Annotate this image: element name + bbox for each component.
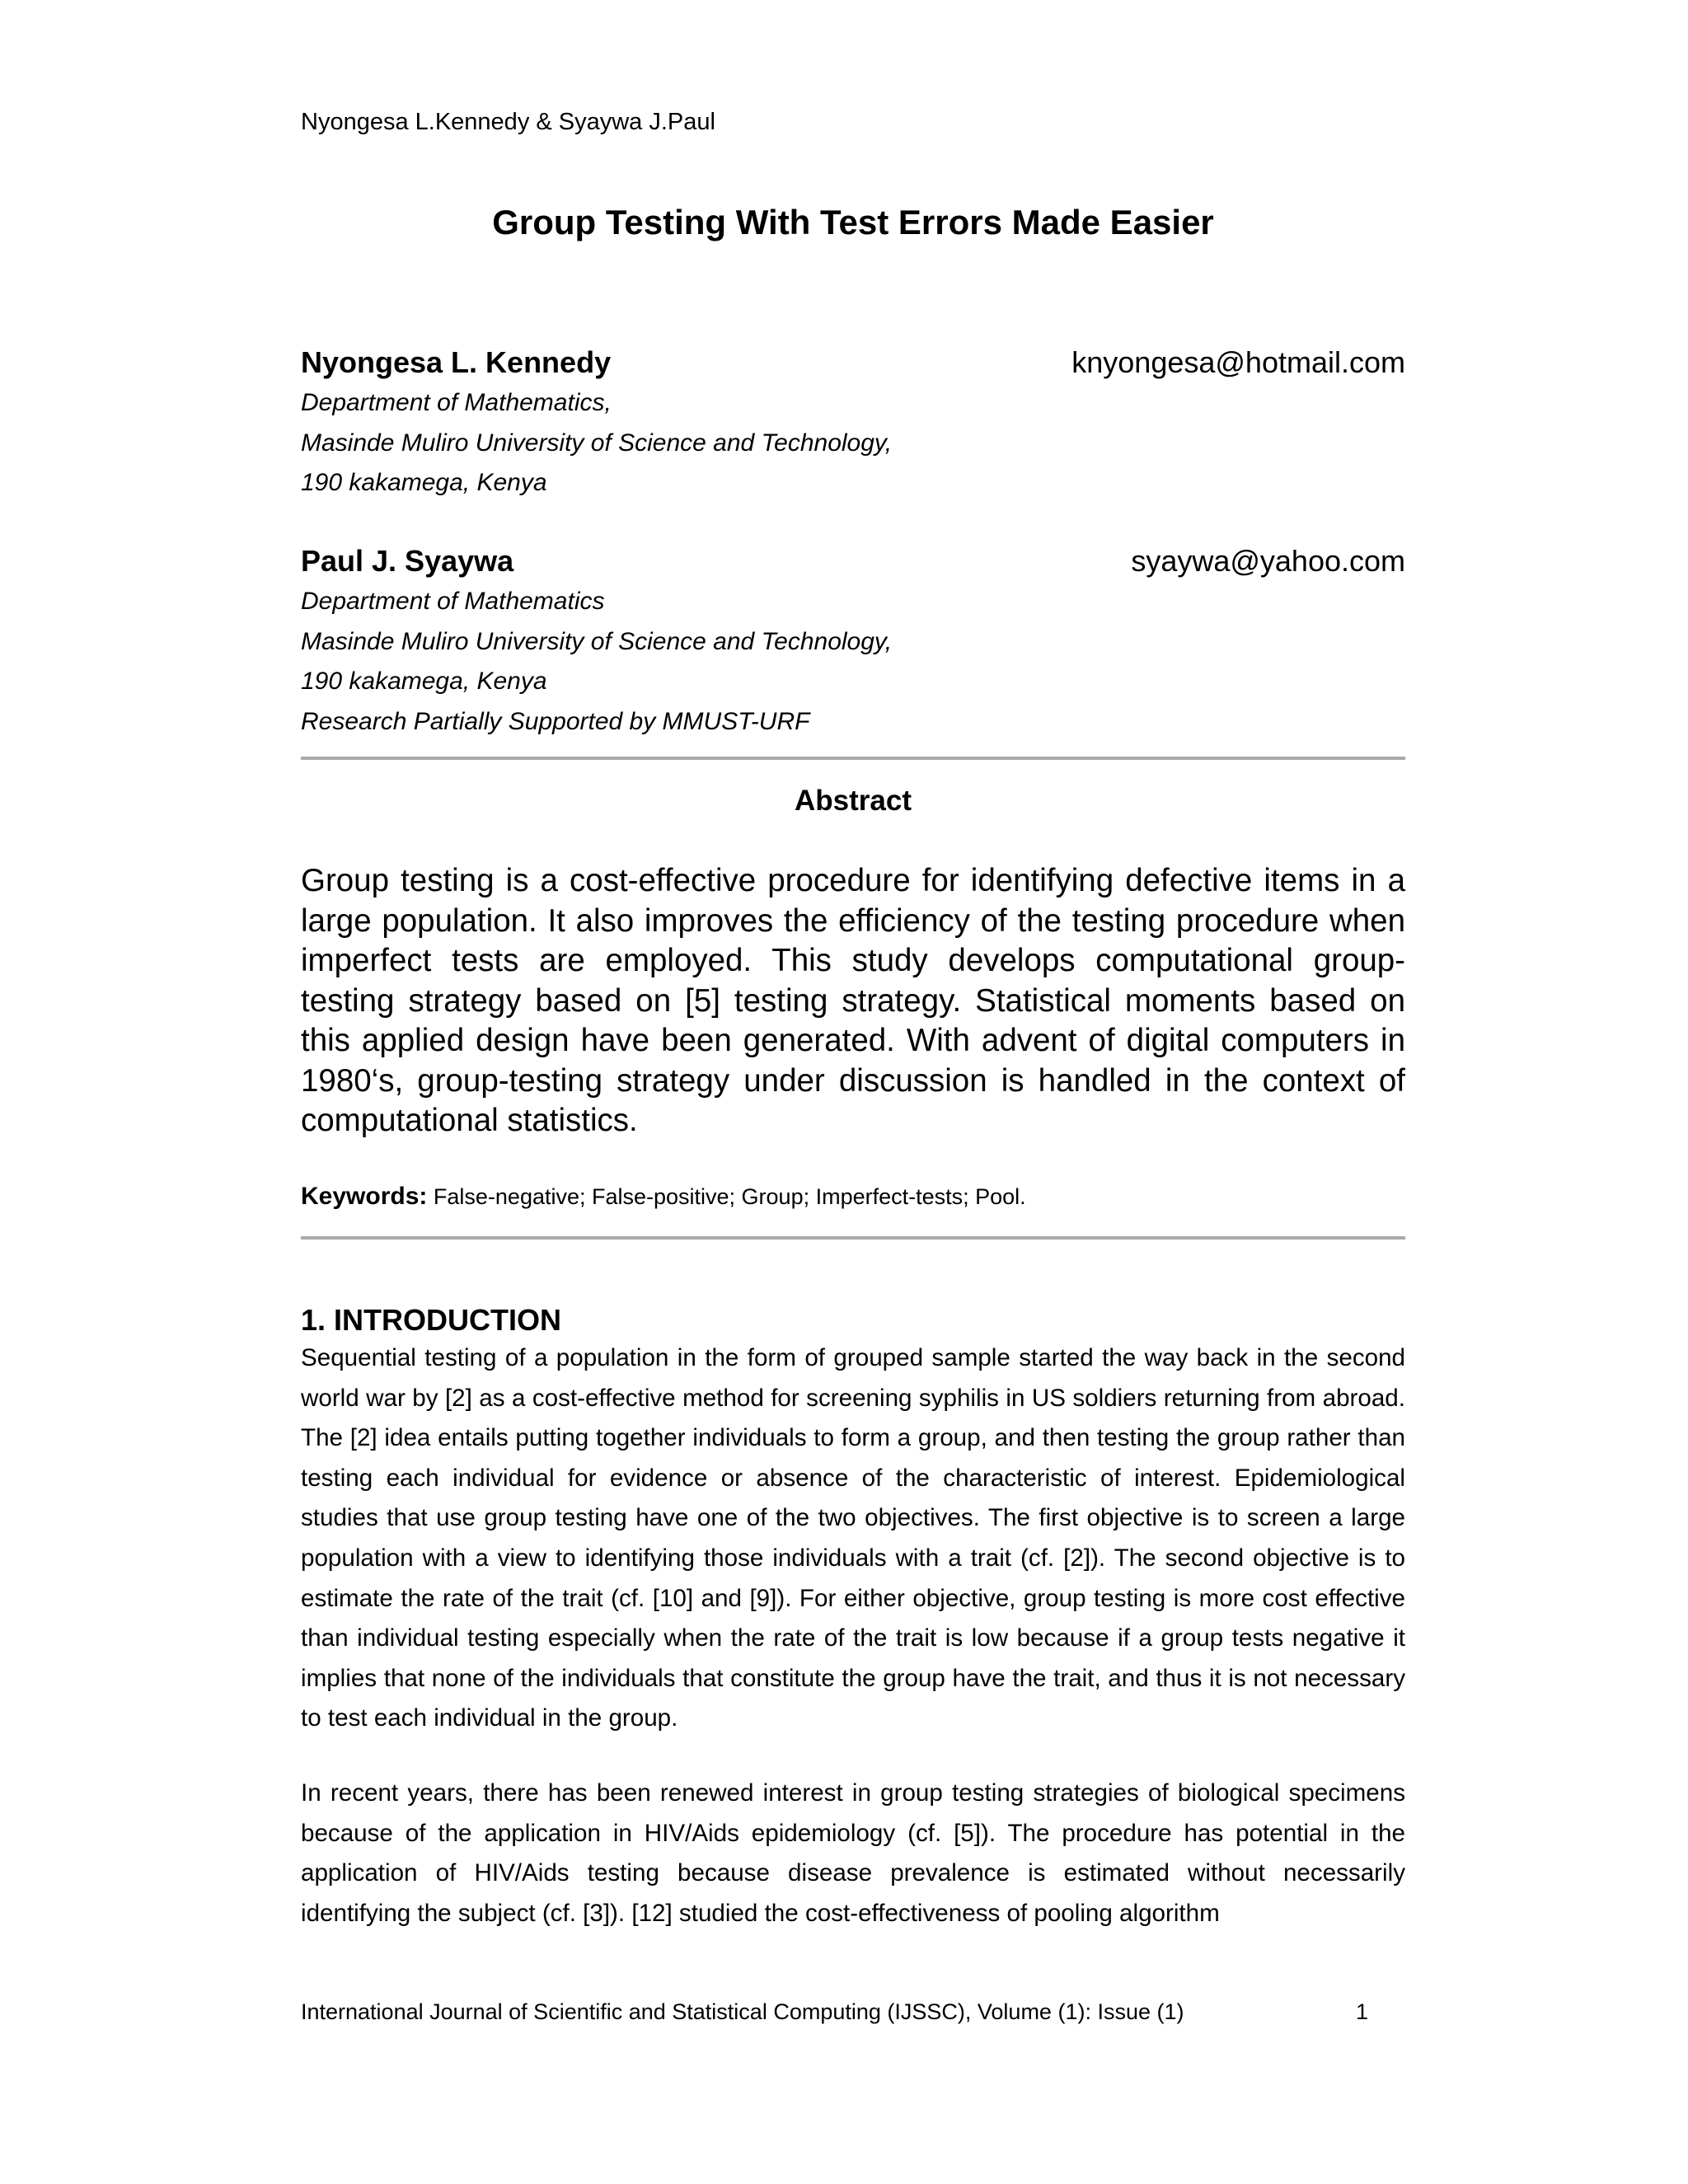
author-name: Nyongesa L. Kennedy <box>301 345 612 379</box>
author-block-1 <box>301 342 1405 504</box>
journal-footer: International Journal of Scientific and Statistical Computing (IJSSC), Volume (1): Issue (1) <box>301 1999 1184 2024</box>
author-affiliation-line: 190 kakamega, Kenya <box>301 668 547 695</box>
author-name: Paul J. Syaywa <box>301 544 514 578</box>
abstract-text: Group testing is a cost-effective procedure for identifying defective items in a large population. It also improves the efficiency of the testing procedure when imperfect tests are employed. This study develops computational group-testing strategy based on [5] testing strategy. Statistical moments based on this applied design have been generated. With advent of digital computers in 1980‘s, group-testing strategy under discussion is handled in the context of computational statistics. <box>301 863 1405 1138</box>
keywords-line <box>301 1180 1405 1213</box>
running-header: Nyongesa L.Kennedy & Syaywa J.Paul <box>301 109 715 135</box>
author-affiliation-line: Masinde Muliro University of Science and Technology, <box>301 429 893 457</box>
author-email-link[interactable]: syaywa@yahoo.com <box>1131 544 1405 578</box>
paper-title: Group Testing With Test Errors Made Easier <box>492 203 1214 241</box>
section-heading: 1. INTRODUCTION <box>301 1303 562 1337</box>
body-paragraph: Sequential testing of a population in the form of grouped sample started the way back in the second world war by [2] as a cost-effective method for screening syphilis in US soldiers returning from abroad. The [2] idea entails putting together individuals to form a group, and then testing the group rather than testing each individual for evidence or absence of the characteristic of interest. Epidemiological studies that use group testing have one of the two objectives. The first objective is to screen a large population with a view to identifying those individuals with a trait (cf. [2]). The second objective is to estimate the rate of the trait (cf. [10] and [9]). For either objective, group testing is more cost effective than individual testing especially when the rate of the trait is low because if a group tests negative it implies that none of the individuals that constitute the group have the trait, and thus it is not necessary to test each individual in the group. <box>301 1344 1405 1732</box>
author-affiliation-line: Department of Mathematics, <box>301 389 612 416</box>
keywords-text: False-negative; False-positive; Group; Imperfect-tests; Pool. <box>433 1184 1026 1209</box>
body-paragraph: In recent years, there has been renewed interest in group testing strategies of biological specimens because of the application in HIV/Aids epidemiology (cf. [5]). The procedure has potential in the application of HIV/Aids testing because disease prevalence is estimated without necessarily identifying the subject (cf. [3]). [12] studied the cost-effectiveness of pooling algorithm <box>301 1779 1405 1927</box>
author-email-link[interactable]: knyongesa@hotmail.com <box>1071 345 1405 379</box>
author-affiliation-line: Research Partially Supported by MMUST-URF <box>301 707 810 735</box>
author-affiliation-line: Masinde Muliro University of Science and Technology, <box>301 627 893 655</box>
horizontal-divider <box>301 757 1405 760</box>
horizontal-divider <box>301 1236 1405 1240</box>
author-affiliation-line: 190 kakamega, Kenya <box>301 469 547 496</box>
page-number: 1 <box>1356 1999 1369 2024</box>
keywords-label: Keywords: <box>301 1183 428 1210</box>
author-block-2 <box>301 541 1405 742</box>
abstract-heading: Abstract <box>795 785 912 817</box>
author-affiliation-line: Department of Mathematics <box>301 588 605 615</box>
